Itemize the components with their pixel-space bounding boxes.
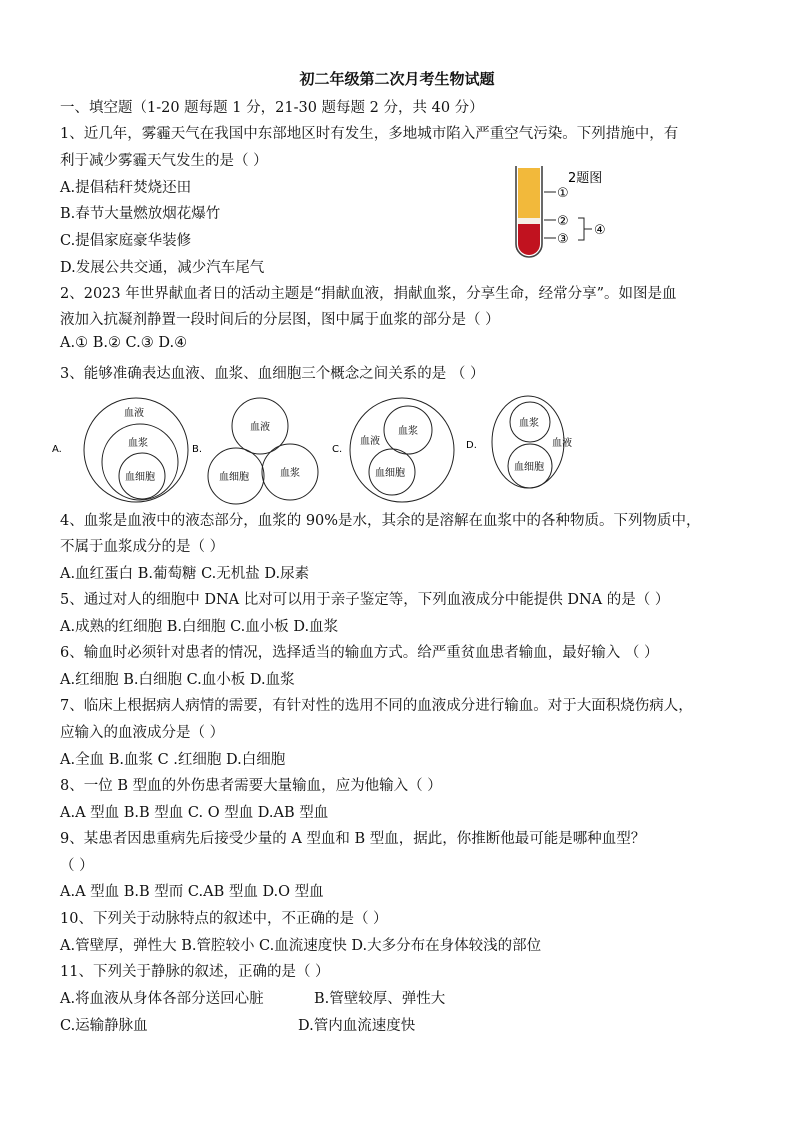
figure-caption: 2题图 (568, 171, 603, 186)
q1-stem-line1: 1、近几年，雾霾天气在我国中东部地区时有发生，多地城市陷入严重空气污染。下列措施中，有 (60, 126, 679, 142)
venn-b-label: B. (192, 444, 203, 455)
buffy-layer (518, 218, 540, 224)
q6-stem: 6、输血时必须针对患者的情况，选择适当的输血方式。给严重贫血患者输血，最好输入 （ ） (60, 645, 659, 661)
venn-c-cell: 血细胞 (375, 468, 405, 479)
q5-options: A.成熟的红细胞 B.白细胞 C.血小板 D.血浆 (60, 619, 339, 635)
venn-d-plasma: 血浆 (519, 418, 539, 429)
venn-a-cell: 血细胞 (125, 472, 155, 483)
q3-stem: 3、能够准确表达血液、血浆、血细胞三个概念之间关系的是 （ ） (60, 366, 485, 382)
venn-d-cell: 血细胞 (514, 462, 544, 473)
q8-stem: 8、一位 B 型血的外伤患者需要大量输血，应为他输入（ ） (60, 778, 442, 794)
venn-diagram-a[interactable] (52, 392, 212, 504)
q1-option-b: B.春节大量燃放烟花爆竹 (60, 206, 221, 222)
venn-diagram-b[interactable] (192, 392, 352, 504)
q5-stem: 5、通过对人的细胞中 DNA 比对可以用于亲子鉴定等，下列血液成分中能提供 DNA 的是（ ） (60, 592, 670, 608)
q2-stem-line1: 2、2023 年世界献血者日的活动主题是“捐献血液，捐献血浆，分享生命，经常分享”。如图是血 (60, 286, 677, 302)
q11-option-b: B.管壁较厚、弹性大 (314, 991, 446, 1007)
q1-option-d: D.发展公共交通，减少汽车尾气 (60, 260, 265, 276)
q9-options: A.A 型血 B.B 型而 C.AB 型血 D.O 型血 (60, 884, 324, 900)
venn-d-blood: 血液 (552, 438, 572, 449)
blood-tube-figure (508, 162, 628, 260)
venn-b-blood: 血液 (250, 422, 270, 433)
venn-a-label: A. (52, 444, 62, 455)
q2-stem-line2: 液加入抗凝剂静置一段时间后的分层图，图中属于血浆的部分是（ ） (60, 312, 500, 328)
q7-options: A.全血 B.血浆 C .红细胞 D.白细胞 (60, 752, 286, 768)
venn-diagram-d[interactable] (466, 392, 626, 504)
venn-a-plasma: 血浆 (128, 438, 148, 449)
q2-options: A.① B.② C.③ D.④ (60, 335, 188, 351)
venn-a-blood: 血液 (124, 408, 144, 419)
venn-c-plasma: 血浆 (398, 426, 418, 437)
q8-options: A.A 型血 B.B 型血 C. O 型血 D.AB 型血 (60, 805, 329, 821)
q9-stem-line2: （ ） (60, 858, 94, 874)
venn-b-cell: 血细胞 (219, 472, 249, 483)
q1-option-a: A.提倡秸秆焚烧还田 (60, 180, 192, 196)
q4-options: A.血红蛋白 B.葡萄糖 C.无机盐 D.尿素 (60, 566, 310, 582)
q1-option-c: C.提倡家庭豪华装修 (60, 233, 192, 249)
q11-option-d: D.管内血流速度快 (298, 1018, 416, 1034)
q9-stem-line1: 9、某患者因患重病先后接受少量的 A 型血和 B 型血，据此，你推断他最可能是哪种血型？ (60, 831, 646, 847)
venn-c-label: C. (332, 444, 343, 455)
q7-stem-line1: 7、临床上根据病人病情的需要，有针对性的选用不同的血液成分进行输血。对于大面积烧伤病人， (60, 698, 693, 714)
marker-2: ② (557, 214, 569, 229)
marker-1: ① (557, 186, 569, 201)
q11-stem: 11、下列关于静脉的叙述，正确的是（ ） (60, 964, 330, 980)
q7-stem-line2: 应输入的血液成分是（ ） (60, 725, 225, 741)
cell-layer (518, 224, 540, 255)
q4-stem-line1: 4、血浆是血液中的液态部分，血浆的 90%是水，其余的是溶解在血浆中的各种物质。下列物质中， (60, 513, 701, 529)
q10-options: A.管壁厚，弹性大 B.管腔较小 C.血流速度快 D.大多分布在身体较浅的部位 (60, 938, 542, 954)
venn-b-plasma: 血浆 (280, 468, 300, 479)
q1-stem-line2: 利于减少雾霾天气发生的是（ ） (60, 153, 268, 169)
q4-stem-line2: 不属于血浆成分的是（ ） (60, 539, 225, 555)
plasma-layer (518, 168, 540, 218)
venn-d-label: D. (466, 440, 477, 451)
page-title: 初二年级第二次月考生物试题 (299, 70, 495, 88)
marker-4: ④ (594, 223, 606, 238)
q11-option-c: C.运输静脉血 (60, 1018, 148, 1034)
q10-stem: 10、下列关于动脉特点的叙述中，不正确的是（ ） (60, 911, 388, 927)
marker-3: ③ (557, 232, 569, 247)
section-heading: 一、填空题（1-20 题每题 1 分，21-30 题每题 2 分，共 40 分） (60, 100, 484, 116)
venn-c-blood: 血液 (360, 436, 380, 447)
q6-options: A.红细胞 B.白细胞 C.血小板 D.血浆 (60, 672, 295, 688)
q11-option-a: A.将血液从身体各部分送回心脏 (60, 991, 264, 1007)
